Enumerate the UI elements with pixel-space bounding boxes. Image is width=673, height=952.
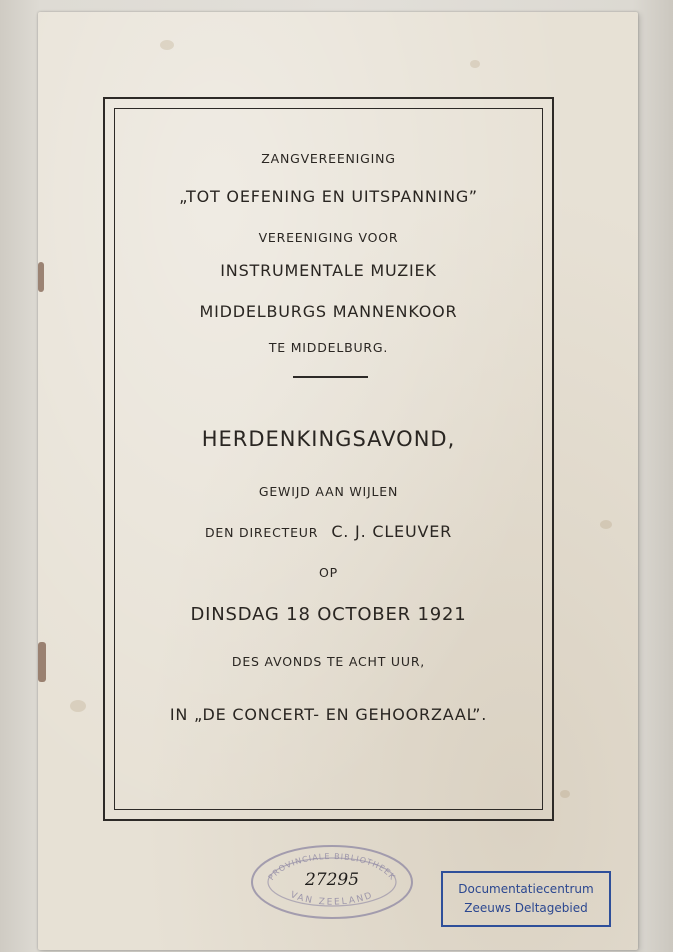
foxing-spot [70,700,86,712]
director-name: C. J. CLEUVER [331,522,453,541]
city-line: TE MIDDELBURG. [268,340,389,355]
handwritten-number: 27295 [304,870,360,890]
foxing-spot [470,60,480,68]
society-name: „TOT OEFENING EN UITSPANNING” [179,187,478,206]
divider [293,376,368,378]
society-label: ZANGVEREENIGING [261,151,396,166]
edge-stain [38,642,46,682]
archive-stamp-line: Documentatiecentrum [458,882,594,896]
director-prefix: DEN DIRECTEUR [204,525,319,540]
event-venue: IN „DE CONCERT- EN GEHOORZAAL”. [169,705,488,724]
foxing-spot [560,790,570,798]
foxing-spot [600,520,612,529]
society-label: VEREENIGING VOOR [258,230,399,245]
event-title: HERDENKINGSAVOND, [201,427,456,451]
foxing-spot [160,40,174,50]
society-name: INSTRUMENTALE MUZIEK [220,261,437,280]
event-time: DES AVONDS TE ACHT UUR, [231,654,426,669]
library-stamp-bottom-text: VAN ZEELAND [288,890,376,908]
dedication-line: GEWIJD AAN WIJLEN [258,484,399,499]
archive-stamp [441,871,611,927]
library-stamp-top-text: PROVINCIALE BIBLIOTHEEK [266,851,398,883]
archive-stamp-line: Zeeuws Deltagebied [464,901,588,915]
library-stamp [248,843,416,921]
choir-name: MIDDELBURGS MANNENKOOR [199,302,458,321]
edge-stain [38,262,44,292]
director-line [114,522,543,541]
on-line: OP [319,565,338,580]
event-date: DINSDAG 18 OCTOBER 1921 [190,604,467,625]
svg-text:VAN ZEELAND [289,890,375,908]
